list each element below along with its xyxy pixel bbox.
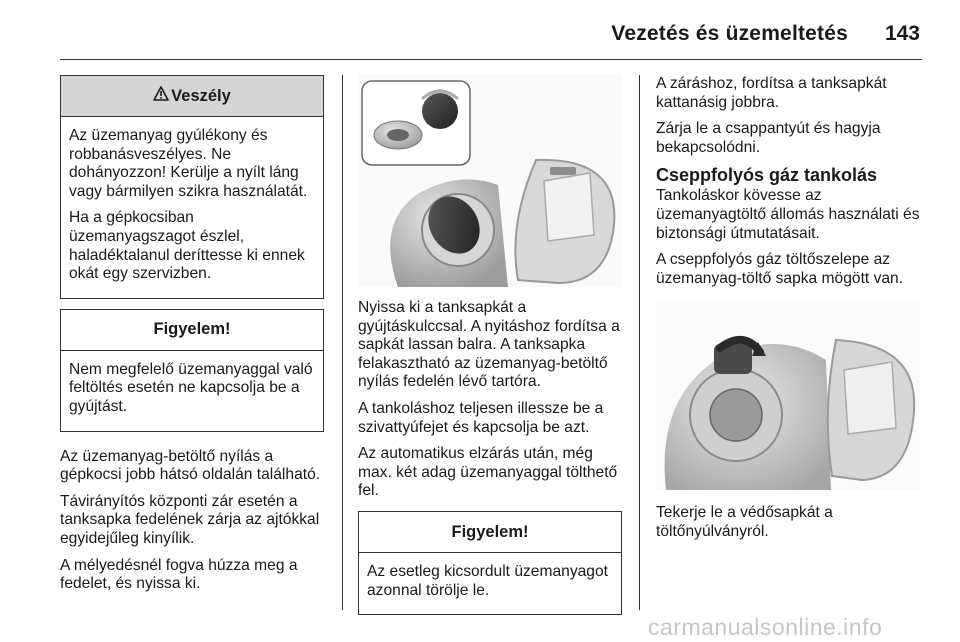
left-body-text <box>60 448 324 594</box>
body-paragraph: Tankoláskor kövesse az üzemanyagtöltő állomás használati és biztonsági útmutatásait. <box>656 187 920 242</box>
column-divider-left <box>342 75 343 610</box>
middle-body-text <box>358 299 626 501</box>
notice-paragraph: Az esetleg kicsordult üzemanyagot azonnal törölje le. <box>367 562 608 599</box>
body-paragraph: A cseppfolyós gáz töltőszelepe az üzemanyag-töltő sapka mögött van. <box>656 251 904 287</box>
warning-triangle-icon <box>153 86 169 106</box>
body-paragraph: Zárja le a csappantyút és hagyja bekapcsolódni. <box>656 120 881 156</box>
notice-paragraph: Nem megfelelő üzemanyaggal való feltöltés esetén ne kapcsolja be a gyújtást. <box>69 360 313 415</box>
watermark: carmanualsonline.info <box>648 614 883 640</box>
danger-paragraph: Ha a gépkocsiban üzemanyagszagot észlel, haladéktalanul deríttesse ki ennek okát egy szervizben. <box>69 209 305 283</box>
page-header <box>0 0 960 62</box>
fuel-cap-illustration <box>358 75 622 287</box>
left-column <box>60 75 324 602</box>
body-paragraph: Nyissa ki a tanksapkát a gyújtáskulccsal. A nyitáshoz fordítsa a sapkát lassan balra. A tanksapka felakasztható az üzemanyag-betöltő nyílás fedelén lévő tartóra. <box>358 299 620 391</box>
notice-box-body <box>61 351 323 431</box>
danger-box-title: Veszély <box>171 86 231 105</box>
danger-box-header <box>61 76 323 117</box>
section-title: Cseppfolyós gáz tankolás <box>656 165 878 186</box>
danger-paragraph: Az üzemanyag gyúlékony és robbanásveszélyes. Ne dohányozzon! Kerülje a nyílt láng vagy bármilyen szikra használatát. <box>69 127 308 200</box>
right-bottom-text <box>656 504 920 541</box>
body-paragraph: Az üzemanyag-betöltő nyílás a gépkocsi jobb hátsó oldalán található. <box>60 447 321 484</box>
header-rule <box>60 59 922 60</box>
danger-box <box>60 75 324 299</box>
chapter-title: Vezetés és üzemeltetés <box>611 22 848 45</box>
body-paragraph: Távirányítós központi zár esetén a tanksapka fedelének zárja az ajtókkal egyidejűleg kinyílik. <box>60 492 320 547</box>
body-paragraph: Az automatikus elzárás után, még max. két adag üzemanyaggal tölthető fel. <box>358 445 618 500</box>
notice-box-header: Figyelem! <box>61 310 323 351</box>
right-column <box>656 75 920 550</box>
notice-box-middle <box>358 511 622 615</box>
body-paragraph: Tekerje le a védősapkát a töltőnyúlványról. <box>656 504 833 540</box>
notice-box-body <box>359 553 621 614</box>
body-paragraph: A mélyedésnél fogva húzza meg a fedelet, és nyissa ki. <box>60 556 298 593</box>
middle-column <box>358 75 626 615</box>
notice-box-left <box>60 309 324 432</box>
notice-box-header: Figyelem! <box>359 512 621 553</box>
lpg-valve-illustration <box>656 300 920 490</box>
body-paragraph: A záráshoz, fordítsa a tanksapkát kattanásig jobbra. <box>656 75 887 111</box>
column-divider-right <box>639 75 640 610</box>
page-number: 143 <box>884 22 920 45</box>
body-paragraph: A tankoláshoz teljesen illessze be a szivattyúfejet és kapcsolja be azt. <box>358 399 604 436</box>
danger-box-body <box>61 117 323 298</box>
